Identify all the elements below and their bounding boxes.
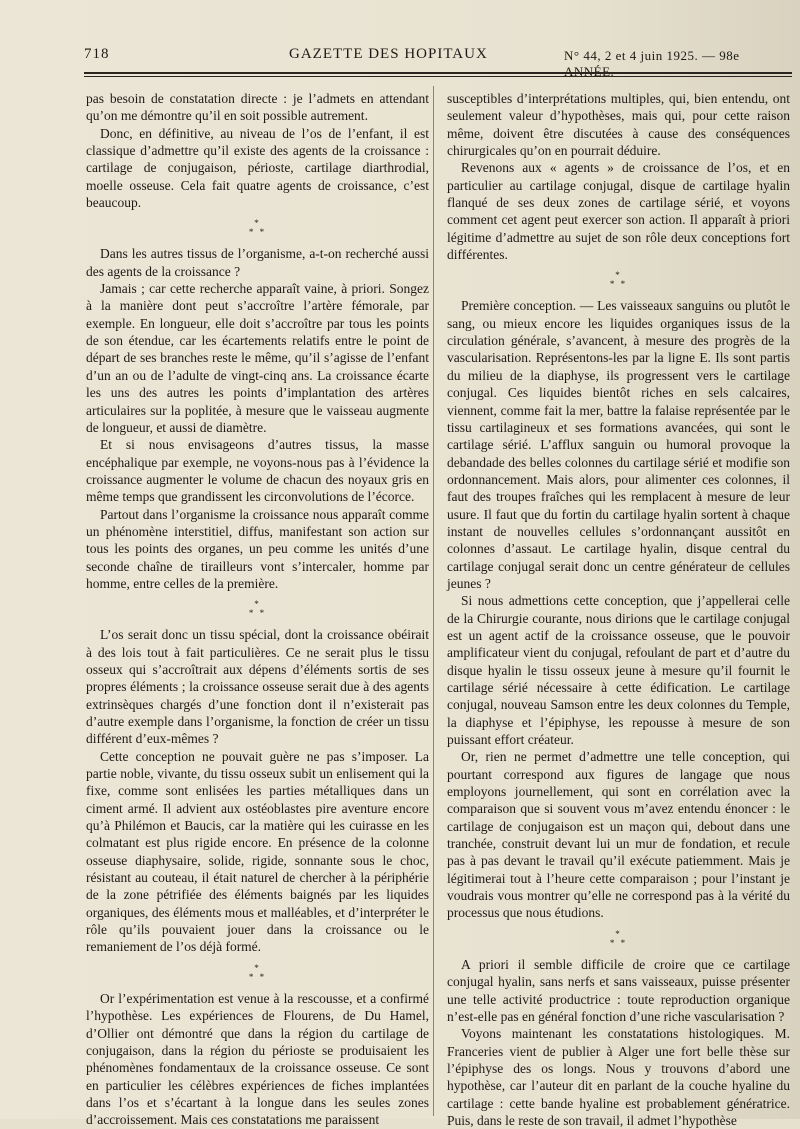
paragraph: Première conception. — Les vaisseaux sanguins ou plutôt le sang, ou mieux encore les liquides organiques issus de la circulation générale, s’avancent, à mesure des progrès de la vascularisation. Représentons-les par la ligne E. Ils sont partis du milieu de la diaphyse, ils progressent vers le cartilage conjugal. Ces liquides bientôt riches en sels calcaires, viennent, comme fait la mer, battre la falaise représentée par le tissu cartilagineux et ses formations avancées, qui sont le cartilage sérié. L’afflux sanguin ou humoral provoque la debandade des belles colonnes du cartilage sérié et modifie son ordonnancement. Mais alors, pour alimenter ces colonnes, il faut des troupes fraîches qui les remplacent à mesure de leur usure. Il faut que du fortin du cartilage hyalin sortent à chaque instant de nouvelles cellules s’ordonnançant aussitôt en colonnes d’assaut. Le cartilage hyalin, disque central du cartilage conjugal serait donc un centre générateur de cellules jeunes ? — [447, 298, 790, 591]
paragraph: Voyons maintenant les constatations histologiques. M. Franceries vient de publier à Alger une fort belle thèse sur l’épiphyse des os longs. Nous y trouvons d’abord une hypothèse, car l’auteur dit en parlant de la couche hyaline du cartilage : cette bande hyaline est probablement génératrice. Puis, dans le reste de son travail, il admet l’hypothèse — [447, 1026, 790, 1128]
section-separator: * * * — [248, 599, 267, 619]
paragraph: Or, rien ne permet d’admettre une telle conception, qui pourtant correspond aux figures de langage que nous employons journellement, qui sont en corrélation avec la comparaison que si souvent vous m’avez entendu énoncer : le cartilage de conjugaison est un maçon qui, debout dans une tranchée, construit devant lui un mur de fondation, et recule pas à pas devant le travail qu’il exécute patiemment. Mais je légitimerai tout à l’heure cette comparaison ; pour l’instant je voudrais vous montrer qu’elle ne correspond pas à la vérité du processus que nous étudions. — [447, 749, 790, 921]
paragraph: Revenons aux « agents » de croissance de l’os, et en particulier au cartilage conjugal, disque de cartilage hyalin flanqué de ses deux zones de cartilage sérié, et voyons comment cet agent peut exercer son action. Il apparaît à priori légitime d’admettre au sujet de son rôle deux conceptions fort différentes. — [447, 160, 790, 263]
section-separator: * * * — [248, 962, 267, 982]
paragraph: Si nous admettions cette conception, que j’appellerai celle de la Chirurgie courante, nous dirions que le cartilage conjugal est un agent actif de la croissance osseuse, que le pouvoir amplificateur vient du conjugal, refoulant de part et d’autre du disque hyalin le tissu osseux jeune à mesure qu’il fournit le cartilage sérié nécessaire à cette édification. Le cartilage conjugal, nouveau Samson entre les deux colonnes du Temple, la diaphyse et l’épiphyse, les repousse à mesure de son puissant effort créateur. — [447, 593, 790, 748]
header-rule — [84, 72, 792, 74]
paragraph: Jamais ; car cette recherche apparaît vaine, à priori. Songez à la manière dont peut s’accroître l’artère fémorale, par exemple. En longueur, elle doit s’accroître par tous les points de son étendue, car les écartements relatifs entre le point de départ de ses branches reste le même, qu’il s’agisse de l’enfant d’un an ou de l’adulte de vingt-cinq ans. La croissance écarte les uns des autres les points d’implantation des artères articulaires sur la poplitée, à mesure que le vaisseau augmente de longueur, et aussi de diamètre. — [86, 281, 429, 435]
paragraph: A priori il semble difficile de croire que ce cartilage conjugal hyalin, sans nerfs et sans vaisseaux, puisse présenter une telle activité productrice : toute reproduction organique n’est-elle pas en général fonction d’une riche vascularisation ? — [447, 956, 790, 1024]
paragraph: Donc, en définitive, au niveau de l’os de l’enfant, il est classique d’admettre qu’il existe des agents de la croissance : cartilage de conjugaison, périoste, cartilage diarthrodial, moelle osseuse. Cela fait quatre agents de croissance, c’est beaucoup. — [86, 125, 429, 211]
section-separator: * * * — [248, 218, 267, 238]
issue-info: N° 44, 2 et 4 juin 1925. — 98e ANNÉE. — [564, 48, 740, 79]
section-separator: * * * — [609, 270, 628, 290]
paragraph: Dans les autres tissus de l’organisme, a-t-on recherché aussi des agents de la croissance ? — [86, 246, 429, 279]
page-header — [84, 44, 790, 79]
paragraph: susceptibles d’interprétations multiples, qui, bien entendu, ont seulement valeur d’hypothèses, mais qui, pour cette raison même, doivent être discutées à cause des conséquences chirurgicales qu’on en pourrait déduire. — [447, 91, 790, 159]
paragraph: pas besoin de constatation directe : je l’admets en attendant qu’on me démontre qu’il en soit possible autrement. — [86, 91, 429, 124]
paragraph: L’os serait donc un tissu spécial, dont la croissance obéirait à des lois tout à fait particulières. Ce ne serait plus le tissu osseux qui s’accroîtrait aux dépens d’éléments sortis de ses propres éléments ; la croissance osseuse serait due à des agents extrinsèques chargés d’une fonction dont il n’existerait pas d’autre exemple dans l’organisme, la fonction de créer un tissu différent d’eux-mêmes ? — [86, 627, 429, 747]
paragraph: Et si nous envisageons d’autres tissus, la masse encéphalique par exemple, ne voyons-nous pas à l’évidence la croissance augmenter le volume de chacun des noyaux gris en même temps que grandissent les circonvolutions de l’écorce. — [86, 437, 429, 505]
page-number: 718 — [84, 46, 110, 62]
journal-title: GAZETTE DES HOPITAUX — [289, 46, 488, 62]
paragraph: Partout dans l’organisme la croissance nous apparaît comme un phénomène interstitiel, diffus, manifestant son action sur tous les points des organes, un peu comme les unités d’une seconde chaîne de tirailleurs vont s’intercaler, homme par homme, entre celles de la première. — [86, 506, 429, 591]
column-divider — [433, 86, 434, 1116]
header-rule-thin — [84, 76, 792, 77]
paragraph: Cette conception ne pouvait guère ne pas s’imposer. La partie noble, vivante, du tissu osseux subit un enlisement qui la fixe, comme sont enlisées les parties métalliques dans un ciment armé. Il advient aux ostéoblastes pire aventure encore qu’à Philémon et Baucis, car la matière qui les cuirasse en les colmatant est plus rigide encore. En présence de la colonne osseuse diaphysaire, solide, rigide, sonnante sous le choc, résistant au couteau, il était naturel de chercher à la périphérie de la zone pétrifiée des éléments baignés par les liquides organiques, des éléments mous et malléables, et d’interpréter le rôle qu’ils pouvaient jouer dans la croissance ou le remaniement de l’os déjà formé. — [86, 748, 429, 955]
section-separator: * * * — [609, 928, 628, 948]
left-column — [86, 90, 429, 1129]
right-column — [447, 90, 790, 1129]
paragraph: Or l’expérimentation est venue à la rescousse, et a confirmé l’hypothèse. Les expériences de Flourens, de Du Hamel, d’Ollier ont démontré que dans la région du cartilage de conjugaison, dans la région du périoste se produisaient les phénomènes fondamentaux de la croissance osseuse. Ce sont en particulier les célèbres expériences de fiches implantées dans l’os et s’écartant à la longue dans les seules zones d’accroissement. Mais ces constatations me paraissent — [86, 990, 429, 1128]
